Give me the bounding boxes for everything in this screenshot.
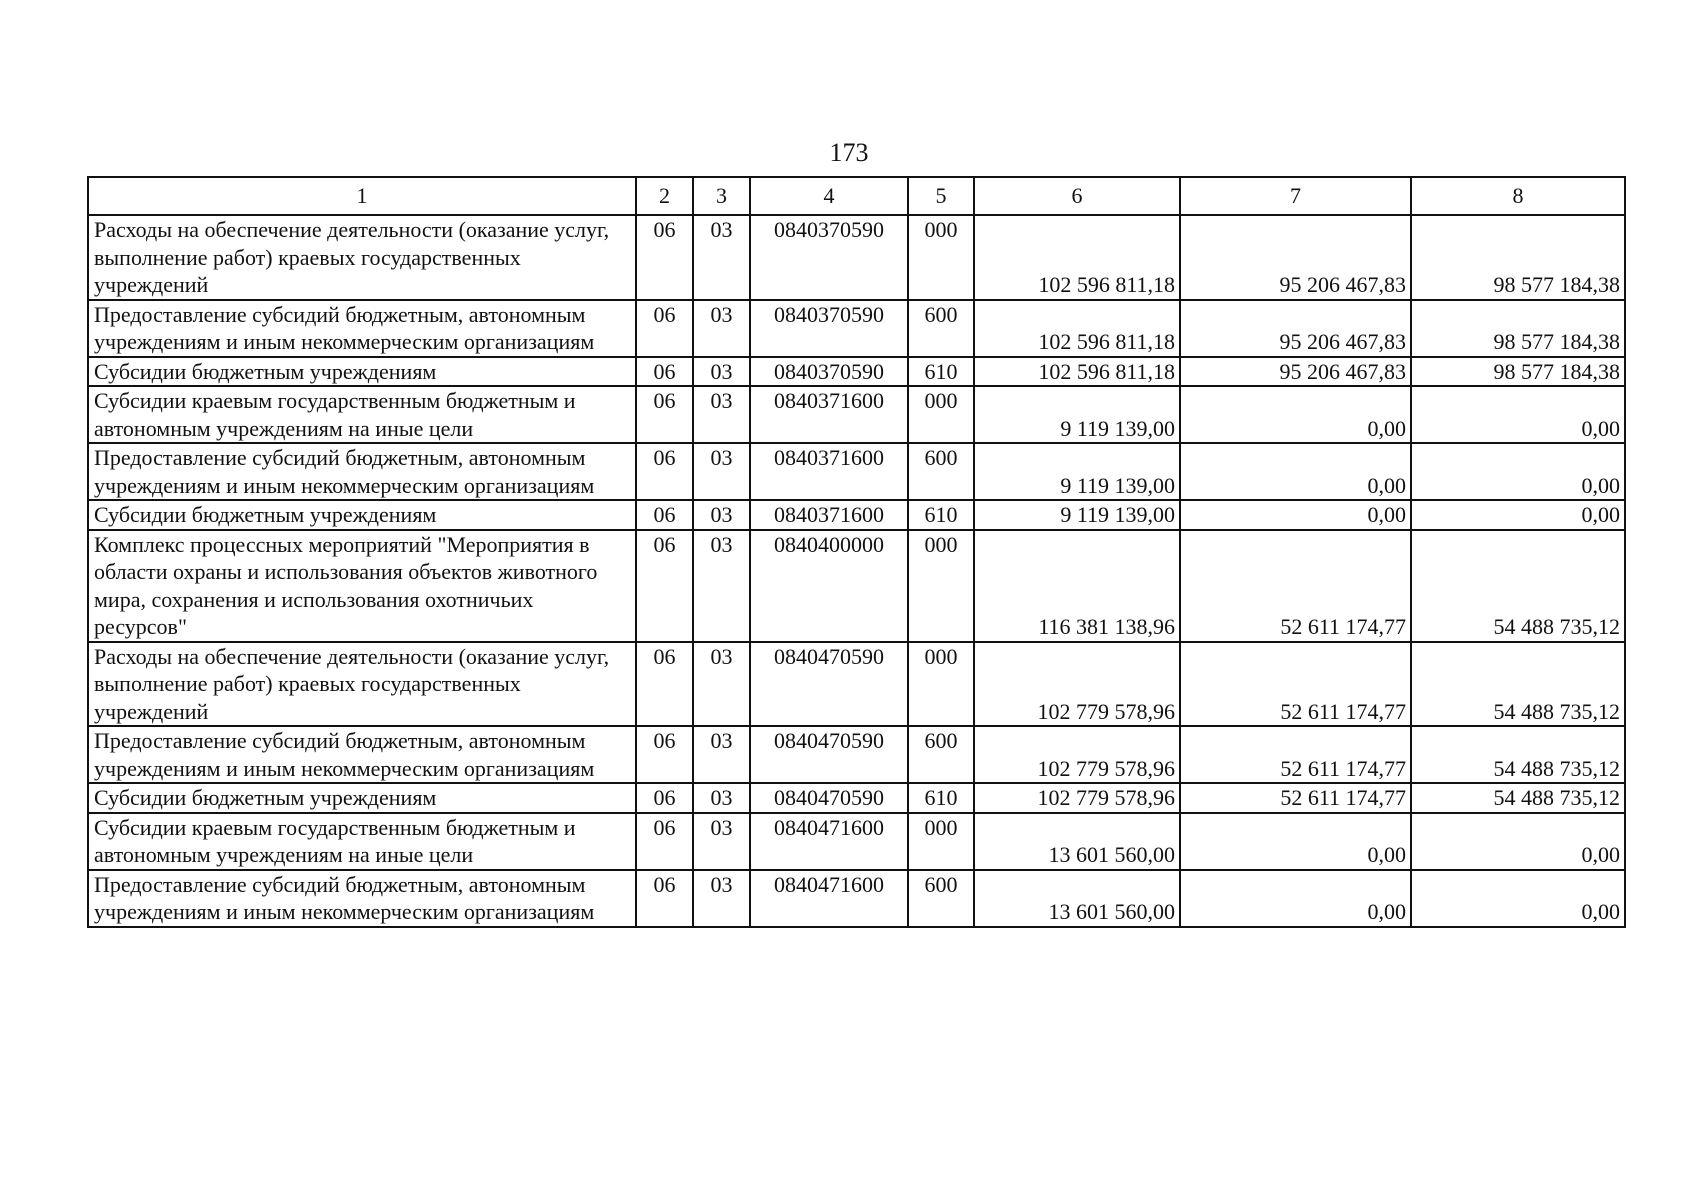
expense-name: Предоставление субсидий бюджетным, автономным учреждениям и иным некоммерческим организациям <box>88 300 636 357</box>
subsection-code: 03 <box>693 530 750 642</box>
amount-column-8: 98 577 184,38 <box>1411 357 1625 387</box>
subsection-code: 03 <box>693 357 750 387</box>
section-code: 06 <box>636 300 693 357</box>
expense-name: Субсидии бюджетным учреждениям <box>88 783 636 813</box>
section-code: 06 <box>636 386 693 443</box>
page-number: 173 <box>829 138 869 167</box>
expense-name: Предоставление субсидий бюджетным, автономным учреждениям и иным некоммерческим организациям <box>88 870 636 927</box>
subsection-code: 03 <box>693 500 750 530</box>
amount-column-6: 102 596 811,18 <box>974 300 1180 357</box>
subsection-code: 03 <box>693 783 750 813</box>
target-item-code: 0840371600 <box>750 500 908 530</box>
table-header <box>88 177 1625 215</box>
amount-column-6: 102 779 578,96 <box>974 783 1180 813</box>
table-row <box>88 443 1625 500</box>
target-item-code: 0840470590 <box>750 642 908 727</box>
section-code: 06 <box>636 500 693 530</box>
target-item-code: 0840400000 <box>750 530 908 642</box>
expense-name: Комплекс процессных мероприятий "Мероприятия в области охраны и использования объектов животного мира, сохранения и использования охотничьих ресурсов" <box>88 530 636 642</box>
amount-column-8: 0,00 <box>1411 443 1625 500</box>
target-item-code: 0840370590 <box>750 300 908 357</box>
amount-column-7: 95 206 467,83 <box>1180 300 1411 357</box>
table-row <box>88 726 1625 783</box>
amount-column-7: 0,00 <box>1180 813 1411 870</box>
amount-column-6: 13 601 560,00 <box>974 870 1180 927</box>
amount-column-6: 102 596 811,18 <box>974 215 1180 300</box>
table-row <box>88 386 1625 443</box>
expense-type-code: 600 <box>908 870 974 927</box>
expense-name: Предоставление субсидий бюджетным, автономным учреждениям и иным некоммерческим организациям <box>88 726 636 783</box>
column-header: 5 <box>908 177 974 215</box>
expense-type-code: 610 <box>908 783 974 813</box>
amount-column-8: 54 488 735,12 <box>1411 726 1625 783</box>
amount-column-8: 0,00 <box>1411 500 1625 530</box>
section-code: 06 <box>636 215 693 300</box>
column-header: 4 <box>750 177 908 215</box>
column-header: 2 <box>636 177 693 215</box>
expense-type-code: 000 <box>908 215 974 300</box>
amount-column-6: 116 381 138,96 <box>974 530 1180 642</box>
table-row <box>88 530 1625 642</box>
expense-type-code: 000 <box>908 530 974 642</box>
amount-column-7: 52 611 174,77 <box>1180 726 1411 783</box>
section-code: 06 <box>636 870 693 927</box>
amount-column-7: 52 611 174,77 <box>1180 783 1411 813</box>
amount-column-8: 0,00 <box>1411 813 1625 870</box>
column-header: 8 <box>1411 177 1625 215</box>
amount-column-7: 95 206 467,83 <box>1180 215 1411 300</box>
expense-type-code: 600 <box>908 726 974 783</box>
amount-column-7: 52 611 174,77 <box>1180 530 1411 642</box>
expense-type-code: 000 <box>908 386 974 443</box>
target-item-code: 0840370590 <box>750 357 908 387</box>
target-item-code: 0840471600 <box>750 870 908 927</box>
amount-column-8: 0,00 <box>1411 386 1625 443</box>
column-header: 7 <box>1180 177 1411 215</box>
table-row <box>88 870 1625 927</box>
amount-column-8: 98 577 184,38 <box>1411 300 1625 357</box>
section-code: 06 <box>636 642 693 727</box>
subsection-code: 03 <box>693 443 750 500</box>
amount-column-8: 54 488 735,12 <box>1411 642 1625 727</box>
amount-column-7: 0,00 <box>1180 500 1411 530</box>
amount-column-6: 102 779 578,96 <box>974 726 1180 783</box>
expense-name: Расходы на обеспечение деятельности (оказание услуг, выполнение работ) краевых государственных учреждений <box>88 642 636 727</box>
amount-column-6: 9 119 139,00 <box>974 443 1180 500</box>
section-code: 06 <box>636 443 693 500</box>
amount-column-6: 9 119 139,00 <box>974 500 1180 530</box>
amount-column-8: 54 488 735,12 <box>1411 530 1625 642</box>
subsection-code: 03 <box>693 813 750 870</box>
subsection-code: 03 <box>693 386 750 443</box>
section-code: 06 <box>636 783 693 813</box>
expense-name: Расходы на обеспечение деятельности (оказание услуг, выполнение работ) краевых государственных учреждений <box>88 215 636 300</box>
subsection-code: 03 <box>693 215 750 300</box>
table-row <box>88 642 1625 727</box>
section-code: 06 <box>636 530 693 642</box>
expense-type-code: 000 <box>908 642 974 727</box>
amount-column-6: 102 779 578,96 <box>974 642 1180 727</box>
table-body <box>88 215 1625 927</box>
subsection-code: 03 <box>693 870 750 927</box>
target-item-code: 0840371600 <box>750 386 908 443</box>
amount-column-7: 95 206 467,83 <box>1180 357 1411 387</box>
expense-name: Субсидии краевым государственным бюджетным и автономным учреждениям на иные цели <box>88 813 636 870</box>
table-row <box>88 813 1625 870</box>
amount-column-8: 98 577 184,38 <box>1411 215 1625 300</box>
section-code: 06 <box>636 813 693 870</box>
expense-type-code: 610 <box>908 357 974 387</box>
target-item-code: 0840471600 <box>750 813 908 870</box>
target-item-code: 0840370590 <box>750 215 908 300</box>
expense-type-code: 600 <box>908 443 974 500</box>
amount-column-6: 9 119 139,00 <box>974 386 1180 443</box>
expense-type-code: 610 <box>908 500 974 530</box>
expense-type-code: 600 <box>908 300 974 357</box>
table-row <box>88 500 1625 530</box>
expense-name: Субсидии краевым государственным бюджетным и автономным учреждениям на иные цели <box>88 386 636 443</box>
table-row <box>88 215 1625 300</box>
expense-name: Субсидии бюджетным учреждениям <box>88 357 636 387</box>
amount-column-8: 0,00 <box>1411 870 1625 927</box>
table-row <box>88 300 1625 357</box>
table-row <box>88 783 1625 813</box>
expense-type-code: 000 <box>908 813 974 870</box>
expense-name: Субсидии бюджетным учреждениям <box>88 500 636 530</box>
target-item-code: 0840371600 <box>750 443 908 500</box>
amount-column-7: 0,00 <box>1180 870 1411 927</box>
subsection-code: 03 <box>693 726 750 783</box>
amount-column-6: 102 596 811,18 <box>974 357 1180 387</box>
column-header: 6 <box>974 177 1180 215</box>
amount-column-7: 0,00 <box>1180 386 1411 443</box>
amount-column-7: 0,00 <box>1180 443 1411 500</box>
table-row <box>88 357 1625 387</box>
section-code: 06 <box>636 357 693 387</box>
column-number-row <box>88 177 1625 215</box>
column-header: 1 <box>88 177 636 215</box>
target-item-code: 0840470590 <box>750 726 908 783</box>
amount-column-8: 54 488 735,12 <box>1411 783 1625 813</box>
column-header: 3 <box>693 177 750 215</box>
target-item-code: 0840470590 <box>750 783 908 813</box>
section-code: 06 <box>636 726 693 783</box>
subsection-code: 03 <box>693 642 750 727</box>
amount-column-7: 52 611 174,77 <box>1180 642 1411 727</box>
amount-column-6: 13 601 560,00 <box>974 813 1180 870</box>
expense-name: Предоставление субсидий бюджетным, автономным учреждениям и иным некоммерческим организациям <box>88 443 636 500</box>
budget-table <box>87 176 1626 928</box>
subsection-code: 03 <box>693 300 750 357</box>
